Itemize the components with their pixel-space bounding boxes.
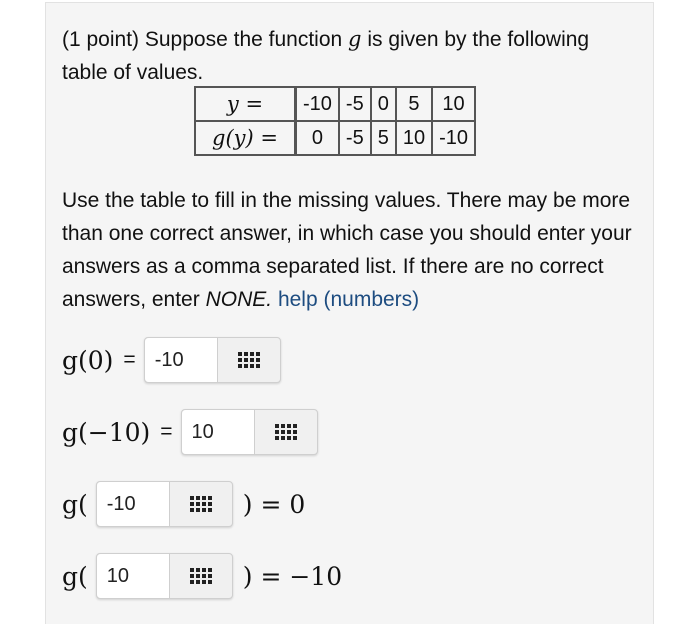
problem-intro [62,23,632,89]
equals-sign: = [123,348,136,371]
row-label-y: y = [195,87,296,121]
table-row-y [195,87,475,121]
answer-label: g(−10) [62,417,151,447]
answer-input-3[interactable] [97,482,170,526]
answer-input-2[interactable] [182,410,255,454]
keyboard-button[interactable] [218,338,280,382]
intro-variable: g [348,27,362,51]
instructions [62,184,642,316]
answer-box [96,553,233,599]
table-cell: 0 [371,87,396,121]
answer-label-pre: g( [62,561,88,591]
answer-box [144,337,281,383]
answer-label-post: ) = 0 [242,489,306,519]
answer-row-3 [62,480,305,528]
keyboard-button[interactable] [170,482,232,526]
help-numbers-link[interactable]: help (numbers) [277,288,420,311]
table-cell: -5 [339,87,371,121]
answer-row-1 [62,336,281,384]
answer-label: g(0) [62,345,114,375]
intro-prefix: (1 point) Suppose the function [62,28,349,51]
keyboard-grid-icon [190,568,212,584]
answer-box [96,481,233,527]
intro-suffix: is given by the following table of values. [62,28,590,84]
table-cell: 0 [296,121,339,155]
keyboard-grid-icon [275,424,297,440]
answer-input-4[interactable] [97,554,170,598]
table-cell: -10 [296,87,339,121]
answer-row-4 [62,552,342,600]
problem-card [45,2,654,624]
keyboard-grid-icon [238,352,260,368]
answer-label-post: ) = −10 [242,561,343,591]
row-label-gy: g(y) = [195,121,296,155]
answer-row-2 [62,408,318,456]
keyboard-grid-icon [190,496,212,512]
table-cell: 5 [371,121,396,155]
instructions-text: Use the table to fill in the missing values. There may be more than one correct answer, in which case you should enter your answers as a comma separated list. If there are no correct answers, enter [62,189,632,311]
answer-label-pre: g( [62,489,88,519]
table-cell: 10 [432,87,475,121]
keyboard-button[interactable] [170,554,232,598]
table-cell: 10 [396,121,432,155]
table-cell: 5 [396,87,432,121]
values-table [194,86,476,156]
table-cell: -10 [432,121,475,155]
answer-input-1[interactable] [145,338,218,382]
none-keyword: NONE. [205,288,273,311]
equals-sign: = [160,420,173,443]
answer-box [181,409,318,455]
table-row-gy [195,121,475,155]
keyboard-button[interactable] [255,410,317,454]
table-cell: -5 [339,121,371,155]
